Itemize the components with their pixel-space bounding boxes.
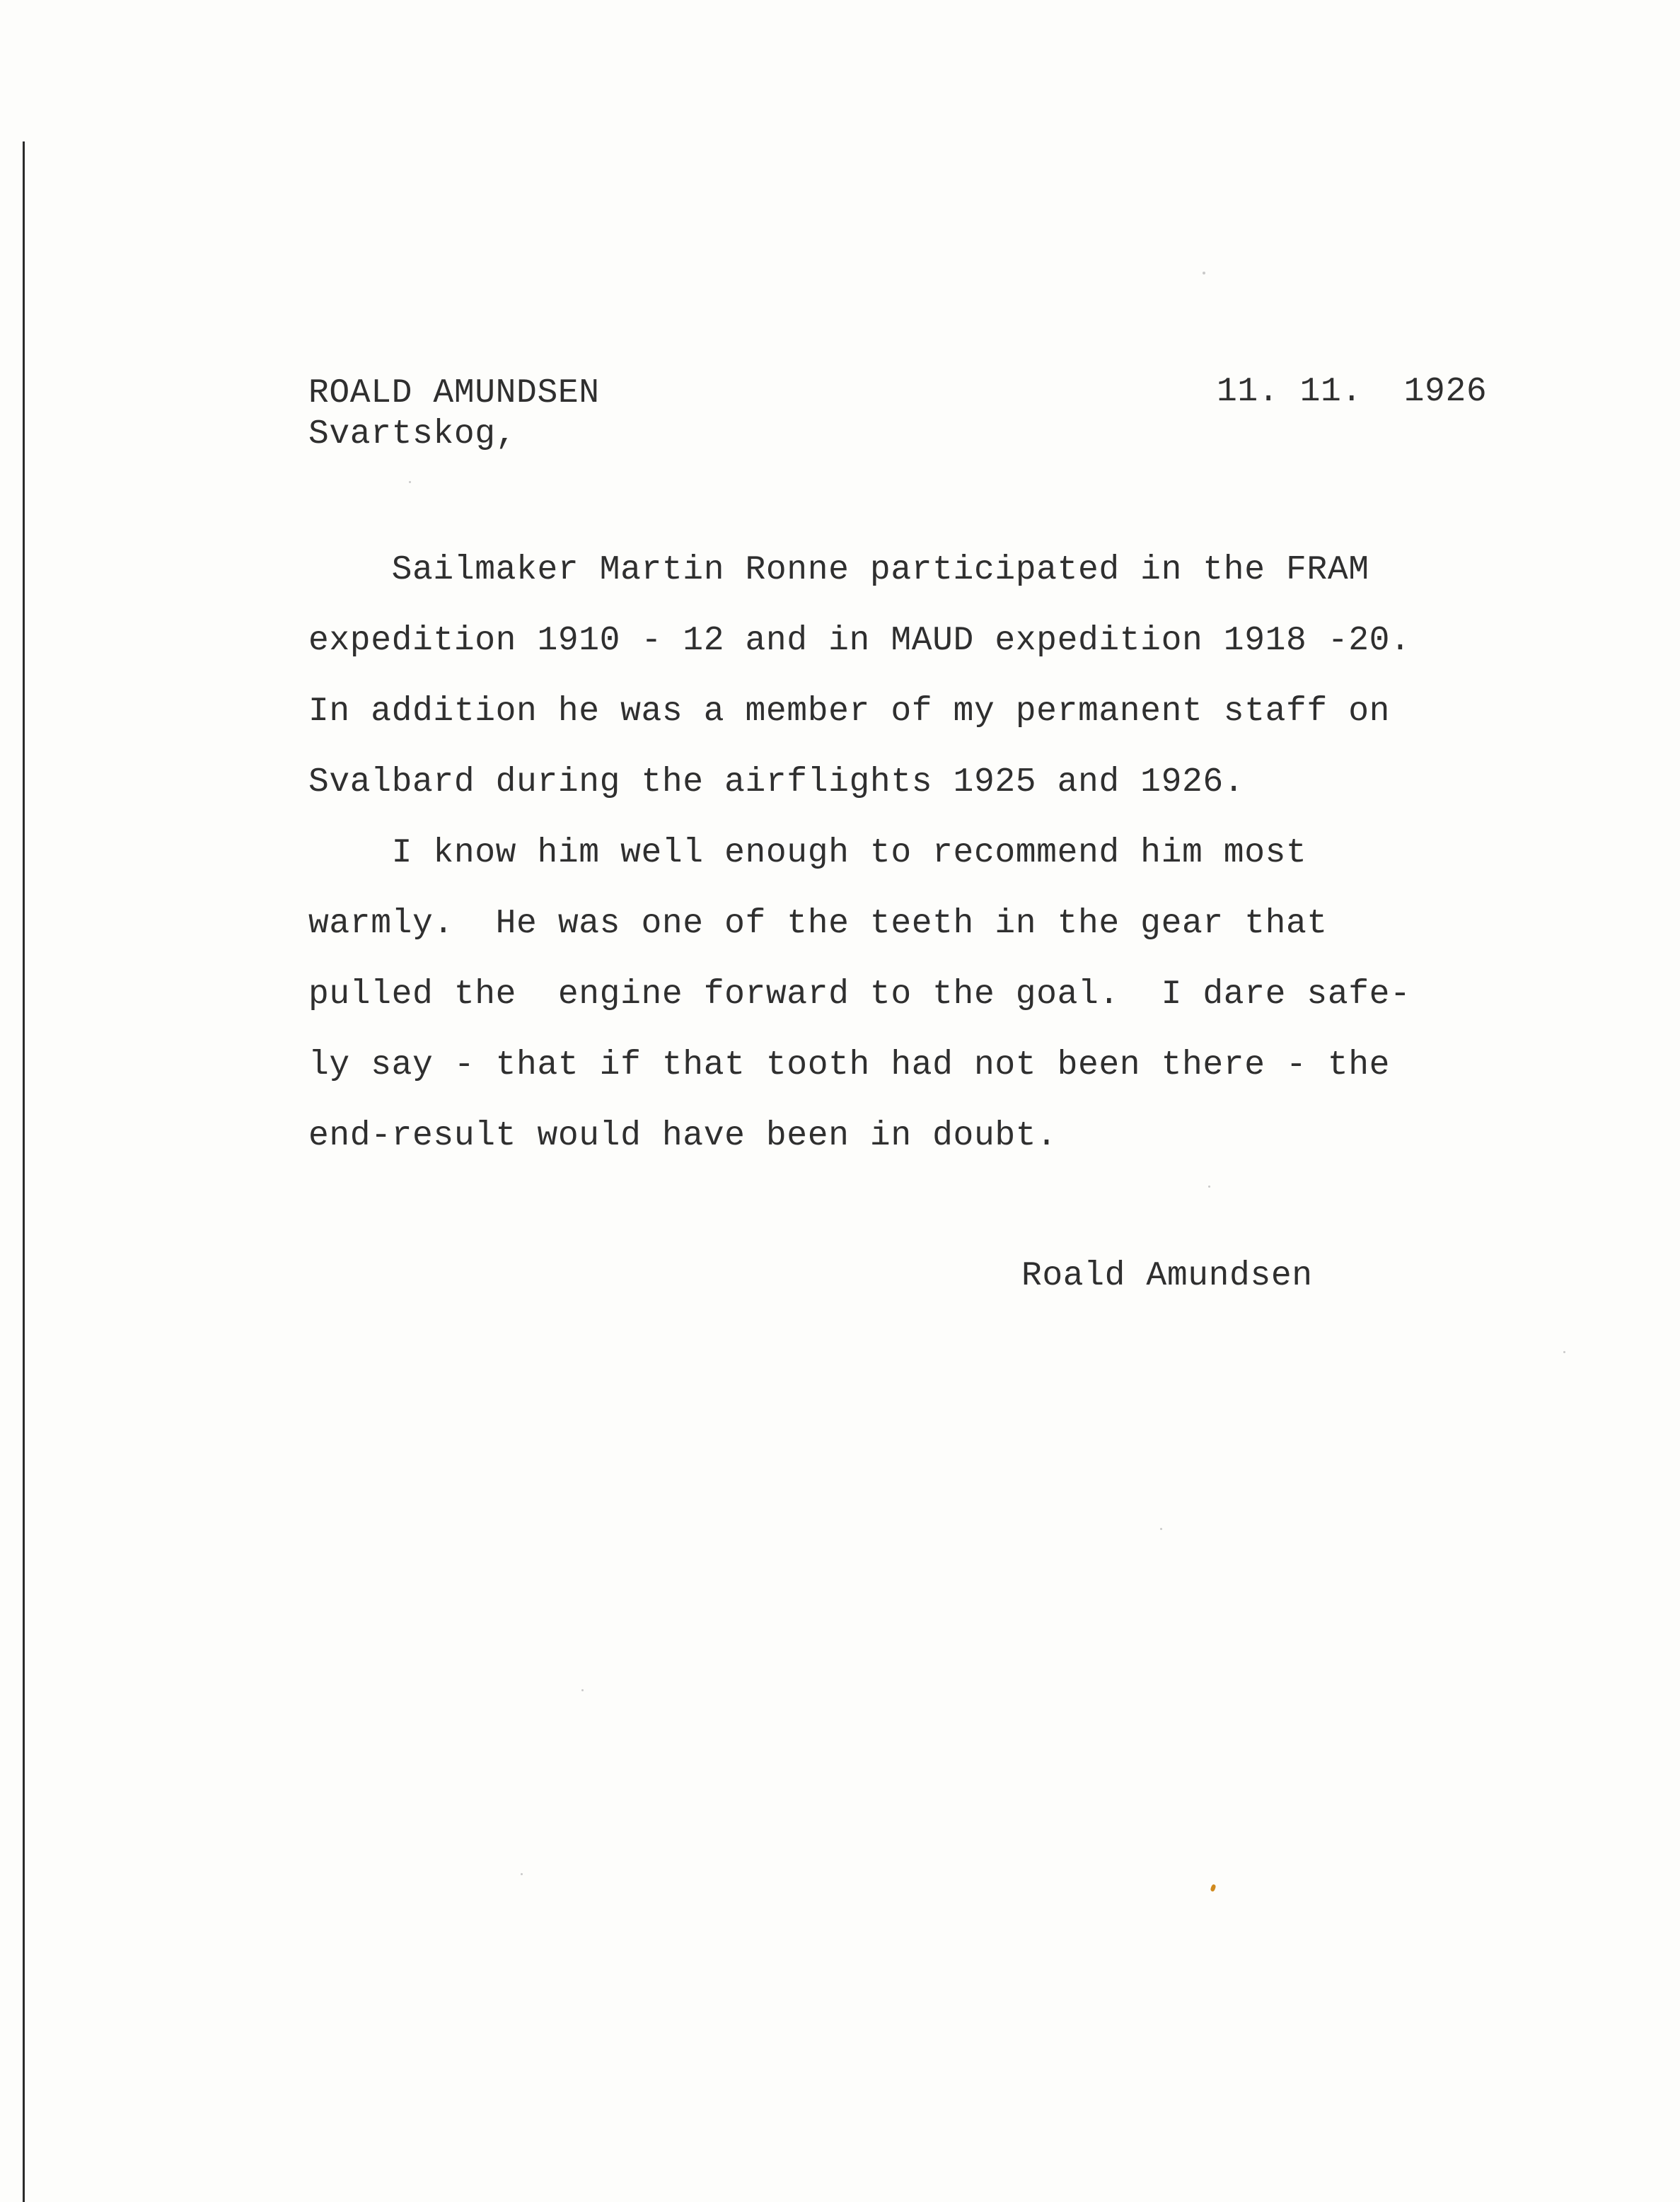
body-line: warmly. He was one of the teeth in the gear that bbox=[308, 905, 1328, 943]
paper-speck bbox=[1563, 1351, 1565, 1353]
body-line: Sailmaker Martin Ronne participated in the FRAM bbox=[308, 551, 1369, 589]
paper-speck bbox=[521, 1873, 523, 1875]
body-line: Svalbard during the airflights 1925 and 1926. bbox=[308, 763, 1245, 801]
body-line: end-result would have been in doubt. bbox=[308, 1117, 1058, 1155]
paper-speck bbox=[1210, 1884, 1216, 1891]
body-line: expedition 1910 - 12 and in MAUD expedition 1918 -20. bbox=[308, 622, 1411, 660]
sender-place: Svartskog, bbox=[308, 415, 517, 453]
sender-name: ROALD AMUNDSEN bbox=[308, 374, 600, 412]
paper-speck bbox=[1208, 1186, 1210, 1188]
body-line: In addition he was a member of my permanent staff on bbox=[308, 693, 1391, 731]
body-line: ly say - that if that tooth had not been there - the bbox=[308, 1046, 1391, 1084]
body-line: I know him well enough to recommend him most bbox=[308, 834, 1307, 872]
letter-date: 11. 11. 1926 bbox=[1217, 373, 1488, 411]
paper-speck bbox=[1160, 1528, 1162, 1530]
paper-speck bbox=[581, 1689, 584, 1691]
paper-speck bbox=[1203, 272, 1205, 274]
paper-speck bbox=[409, 481, 411, 483]
page-edge-line bbox=[23, 141, 25, 2202]
body-line: pulled the engine forward to the goal. I dare safe- bbox=[308, 975, 1411, 1014]
signature: Roald Amundsen bbox=[1021, 1257, 1313, 1295]
